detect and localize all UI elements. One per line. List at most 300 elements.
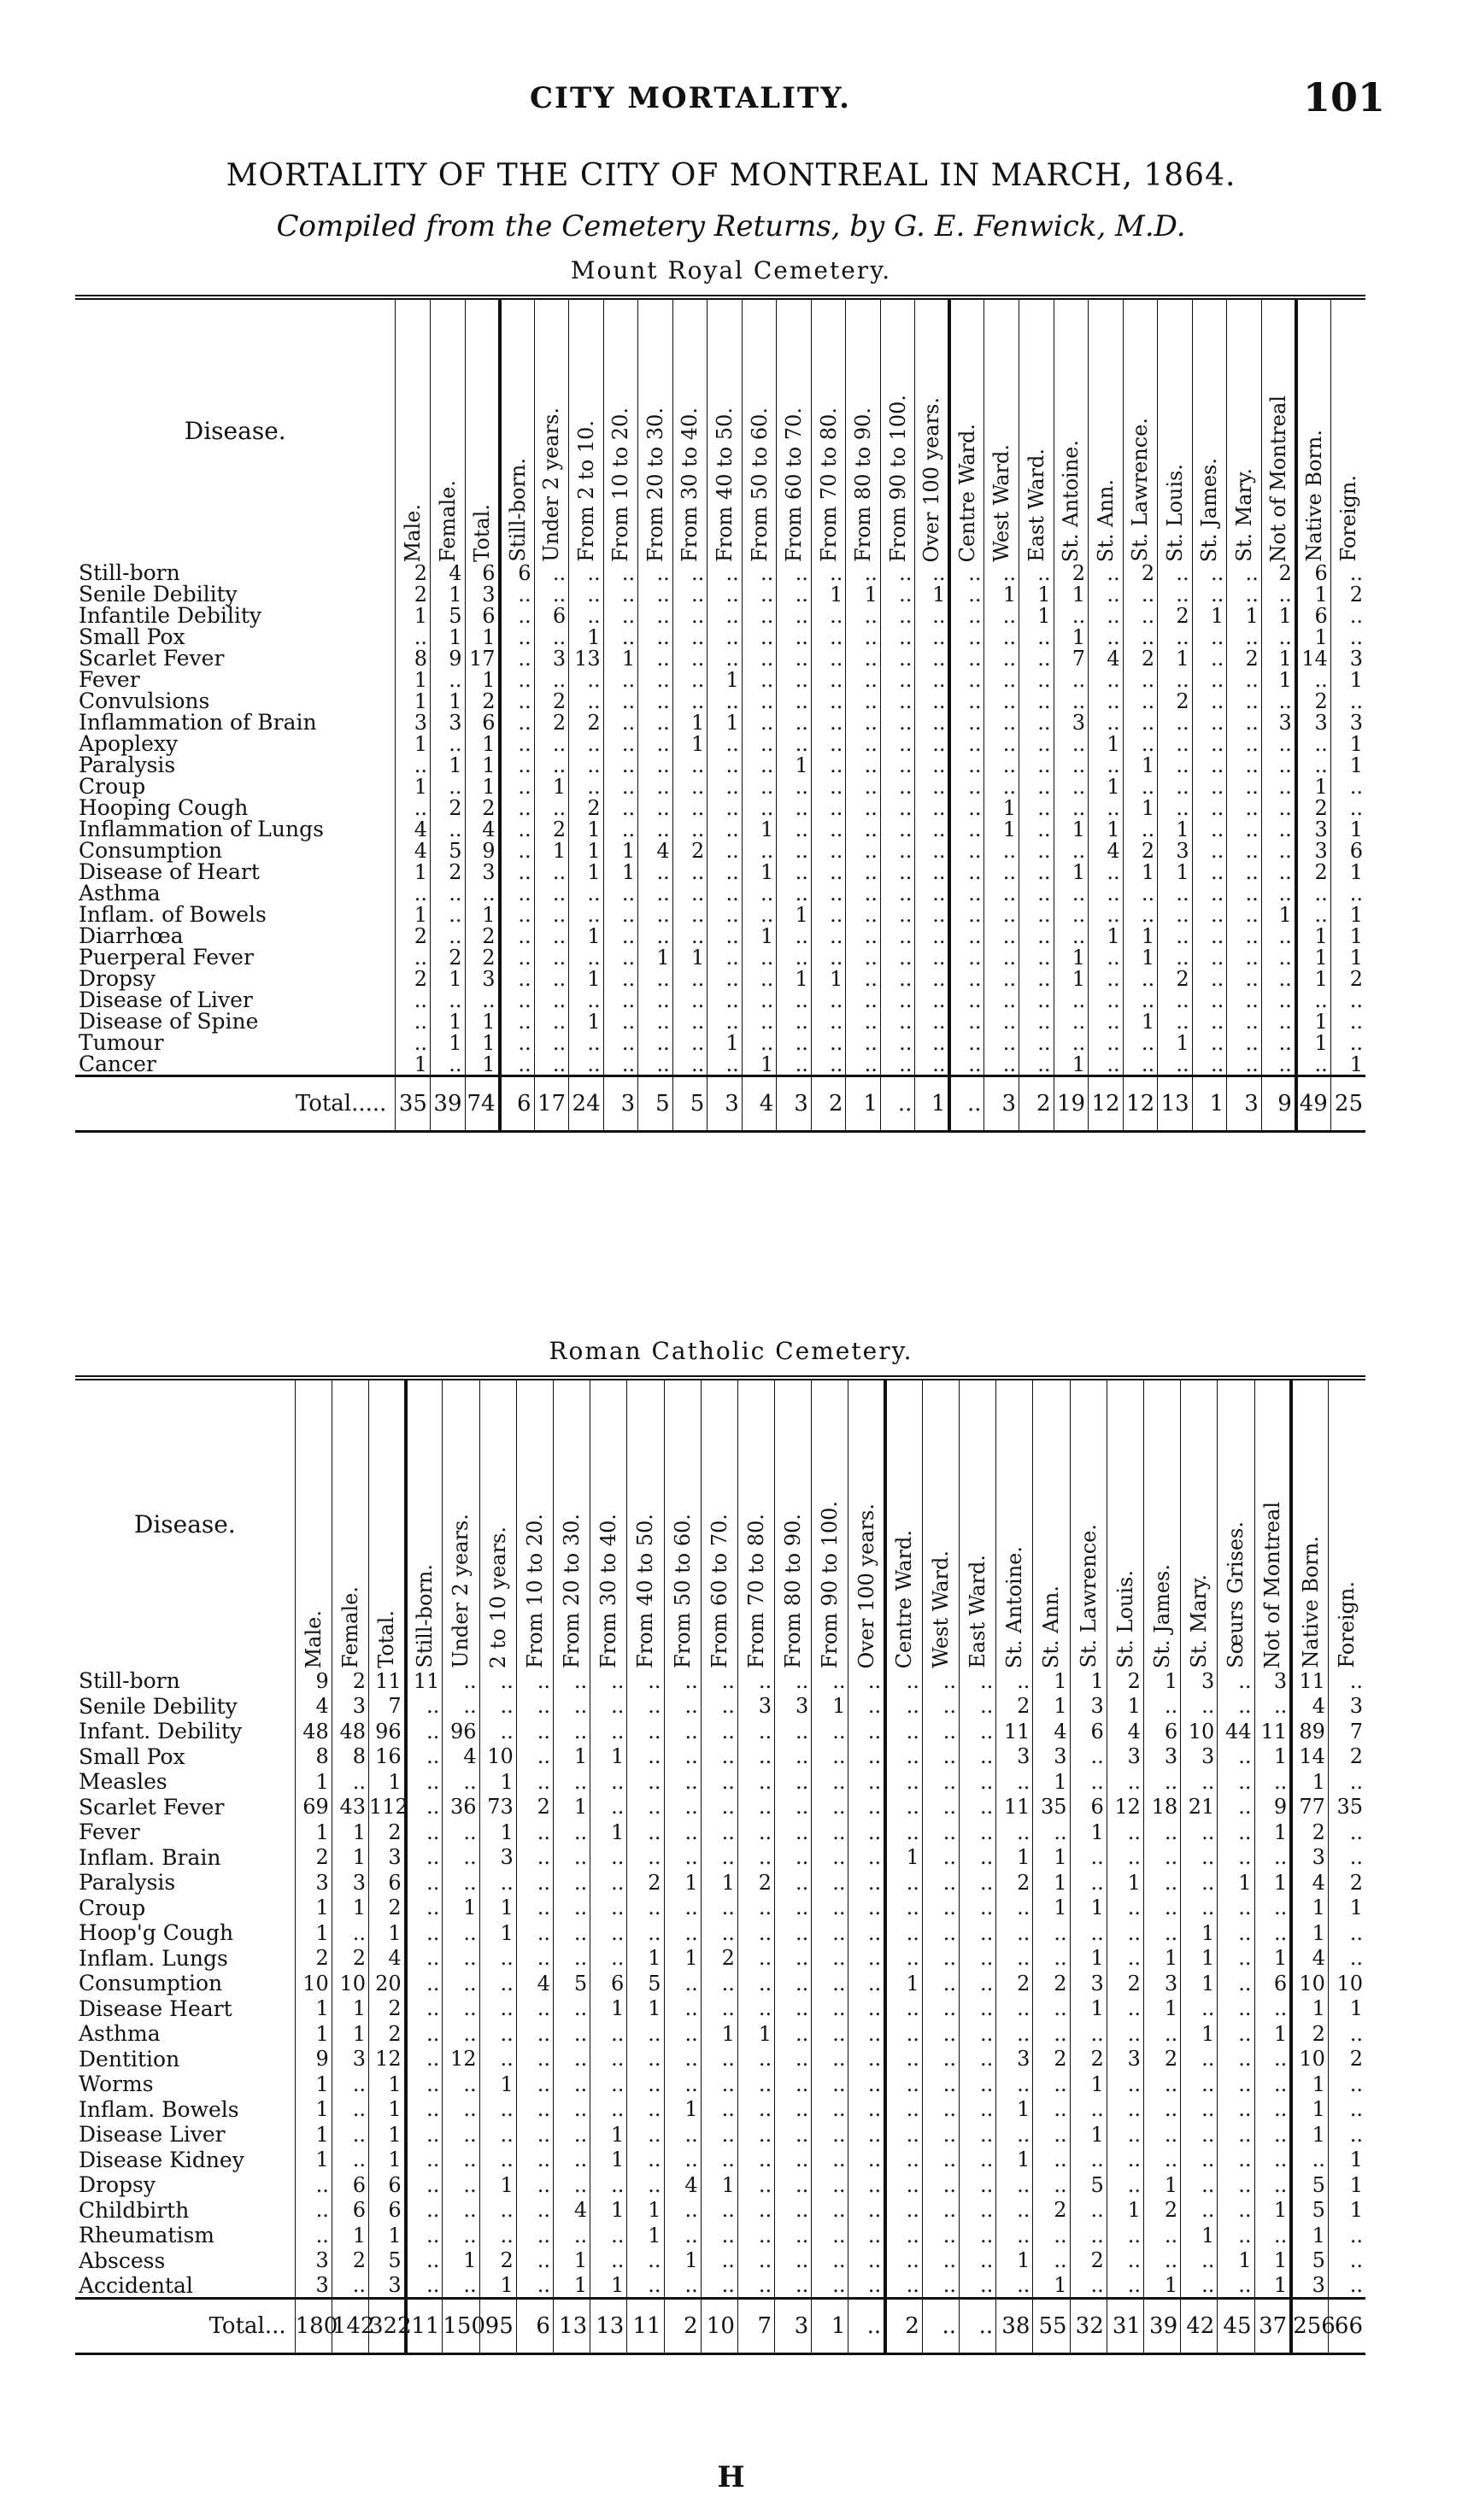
table-cell: 1 bbox=[553, 1744, 590, 1770]
table-cell: .. bbox=[664, 1769, 701, 1795]
table-cell: 2 bbox=[396, 925, 431, 946]
table-cell: .. bbox=[516, 2172, 553, 2198]
table-cell: .. bbox=[846, 840, 881, 861]
mount-royal-heading: Mount Royal Cemetery. bbox=[570, 256, 892, 284]
page-number: 101 bbox=[1303, 74, 1386, 120]
table-cell: 1 bbox=[1123, 754, 1158, 776]
column-header-label: From 50 to 60. bbox=[747, 407, 772, 562]
table-cell: .. bbox=[812, 2248, 848, 2274]
table-cell: .. bbox=[777, 776, 812, 797]
table-row bbox=[75, 2047, 1365, 2072]
table-cell: .. bbox=[812, 1971, 848, 1996]
table-cell: .. bbox=[1192, 818, 1227, 840]
total-cell: 2 bbox=[1019, 1076, 1054, 1132]
table-cell: .. bbox=[775, 1769, 812, 1795]
table-cell: 1 bbox=[1123, 861, 1158, 882]
table-cell: 1 bbox=[1328, 2198, 1365, 2224]
table-cell: .. bbox=[708, 583, 743, 605]
table-cell: .. bbox=[569, 1032, 604, 1053]
table-cell: .. bbox=[811, 925, 846, 946]
table-cell: .. bbox=[500, 690, 535, 712]
table-cell: .. bbox=[848, 1996, 885, 2022]
table-cell: .. bbox=[960, 1769, 996, 1795]
table-cell: .. bbox=[848, 2072, 885, 2097]
table-cell: .. bbox=[627, 2047, 664, 2072]
table-cell: .. bbox=[534, 1011, 569, 1032]
table-cell: .. bbox=[737, 2148, 774, 2173]
table-cell: .. bbox=[1328, 2021, 1365, 2047]
table-cell: 2 bbox=[369, 1820, 406, 1845]
table-cell: .. bbox=[443, 1769, 479, 1795]
table-row bbox=[75, 562, 1365, 583]
table-cell: .. bbox=[479, 1870, 516, 1896]
total-cell: 19 bbox=[1054, 1076, 1089, 1132]
table-cell: 1 bbox=[1033, 1870, 1070, 1896]
table-cell: 8 bbox=[332, 1744, 368, 1770]
table-row bbox=[75, 1971, 1365, 1996]
table-cell: 1 bbox=[1254, 1870, 1291, 1896]
table-cell: 1 bbox=[1254, 2248, 1291, 2274]
table-cell: .. bbox=[1296, 754, 1331, 776]
table-cell: .. bbox=[701, 1920, 737, 1946]
table-cell: .. bbox=[811, 776, 846, 797]
table-cell: .. bbox=[708, 797, 743, 818]
table-cell: .. bbox=[848, 1820, 885, 1845]
table-cell: .. bbox=[406, 2097, 443, 2123]
column-header bbox=[811, 297, 846, 562]
table-cell: 1 bbox=[627, 2198, 664, 2224]
table-cell: .. bbox=[812, 1820, 848, 1845]
table-cell: .. bbox=[960, 2148, 996, 2173]
table-row bbox=[75, 1795, 1365, 1820]
table-cell: .. bbox=[880, 733, 915, 754]
table-cell: .. bbox=[1123, 733, 1158, 754]
table-cell: 1 bbox=[1143, 2172, 1180, 2198]
table-cell: .. bbox=[846, 562, 881, 583]
table-cell: .. bbox=[1143, 1694, 1180, 1720]
table-cell: .. bbox=[701, 1996, 737, 2022]
column-header-label: St. Antoine. bbox=[1059, 439, 1083, 562]
column-header-label: West Ward. bbox=[989, 444, 1014, 562]
table-cell: .. bbox=[1143, 2122, 1180, 2148]
column-header-label: St. James. bbox=[1150, 1563, 1175, 1668]
table-cell: 5 bbox=[553, 1971, 590, 1996]
column-header bbox=[812, 1378, 848, 1668]
table-cell: .. bbox=[534, 989, 569, 1011]
table-cell: 1 bbox=[811, 968, 846, 989]
table-cell: .. bbox=[1218, 2273, 1254, 2299]
table-cell: .. bbox=[664, 2021, 701, 2047]
column-header bbox=[1218, 1378, 1254, 1668]
table-cell: 6 bbox=[465, 605, 500, 626]
table-cell: 3 bbox=[396, 712, 431, 733]
table-cell: 1 bbox=[1296, 1011, 1331, 1032]
total-cell: 1 bbox=[915, 1076, 950, 1132]
table-cell: .. bbox=[915, 946, 950, 968]
table-cell: 2 bbox=[1328, 1744, 1365, 1770]
table-cell: .. bbox=[742, 968, 777, 989]
table-cell: .. bbox=[701, 1694, 737, 1720]
table-cell: .. bbox=[1019, 925, 1054, 946]
table-cell: .. bbox=[1227, 583, 1262, 605]
table-cell: 3 bbox=[332, 1694, 368, 1720]
table-cell: 1 bbox=[465, 626, 500, 648]
table-cell: 2 bbox=[1143, 2198, 1180, 2224]
column-header-label: From 70 to 80. bbox=[743, 1513, 768, 1668]
table-cell: .. bbox=[708, 754, 743, 776]
table-cell: .. bbox=[885, 1795, 922, 1820]
table-cell: .. bbox=[1218, 1920, 1254, 1946]
table-cell: .. bbox=[1033, 2097, 1070, 2123]
table-cell: .. bbox=[708, 989, 743, 1011]
table-cell: .. bbox=[1227, 1053, 1262, 1076]
table-cell: .. bbox=[775, 1870, 812, 1896]
table-cell: .. bbox=[846, 904, 881, 925]
table-cell: .. bbox=[880, 946, 915, 968]
table-cell: .. bbox=[1143, 2021, 1180, 2047]
column-header bbox=[603, 297, 638, 562]
table-cell: 1 bbox=[996, 2248, 1033, 2274]
table-cell: .. bbox=[553, 2172, 590, 2198]
table-cell: .. bbox=[885, 1668, 922, 1694]
table-cell: .. bbox=[638, 882, 673, 904]
table-cell: .. bbox=[1227, 626, 1262, 648]
table-cell: 1 bbox=[465, 1053, 500, 1076]
table-cell: .. bbox=[664, 2198, 701, 2224]
table-cell: .. bbox=[627, 2248, 664, 2274]
table-cell: .. bbox=[295, 2172, 332, 2198]
table-cell: .. bbox=[1227, 989, 1262, 1011]
disease-name: Infantile Debility bbox=[79, 603, 262, 628]
table-cell: .. bbox=[737, 1920, 774, 1946]
table-cell: 1 bbox=[396, 904, 431, 925]
disease-name: Puerperal Fever bbox=[79, 945, 254, 970]
table-cell: .. bbox=[777, 733, 812, 754]
table-cell: .. bbox=[627, 2097, 664, 2123]
table-cell: .. bbox=[1328, 2072, 1365, 2097]
table-cell: .. bbox=[516, 1845, 553, 1871]
total-cell: 11 bbox=[627, 2299, 664, 2354]
table-cell: .. bbox=[848, 1946, 885, 1972]
table-cell: 5 bbox=[1291, 2248, 1328, 2274]
column-header-label: West Ward. bbox=[928, 1550, 953, 1668]
table-cell: .. bbox=[553, 1769, 590, 1795]
disease-name: Abscess bbox=[79, 2247, 166, 2273]
table-cell: 1 bbox=[430, 968, 465, 989]
table-cell: .. bbox=[885, 2172, 922, 2198]
table-cell: .. bbox=[742, 690, 777, 712]
disease-name: Accidental bbox=[79, 2272, 193, 2298]
table-cell: 1 bbox=[1330, 754, 1365, 776]
disease-name: Disease of Liver bbox=[79, 987, 253, 1012]
table-cell: .. bbox=[1019, 1011, 1054, 1032]
table-cell: 1 bbox=[479, 1920, 516, 1946]
table-row bbox=[75, 1870, 1365, 1896]
table-cell: .. bbox=[1192, 1053, 1227, 1076]
table-cell: .. bbox=[638, 776, 673, 797]
table-cell: 1 bbox=[465, 1032, 500, 1053]
table-cell: 1 bbox=[701, 2021, 737, 2047]
table-cell: 1 bbox=[708, 669, 743, 690]
table-cell: 10 bbox=[1291, 1971, 1328, 1996]
table-cell: 1 bbox=[996, 2097, 1033, 2123]
table-cell: .. bbox=[811, 989, 846, 1011]
table-cell: 7 bbox=[369, 1694, 406, 1720]
table-cell: .. bbox=[1192, 669, 1227, 690]
table-cell: .. bbox=[590, 1845, 627, 1871]
table-cell: .. bbox=[984, 626, 1019, 648]
table-cell: .. bbox=[1158, 626, 1193, 648]
table-cell: 1 bbox=[295, 2122, 332, 2148]
table-row bbox=[75, 1769, 1365, 1795]
table-cell: .. bbox=[1181, 2248, 1218, 2274]
disease-name: Inflam. of Bowels bbox=[79, 902, 267, 927]
table-row bbox=[75, 626, 1365, 648]
table-cell: 1 bbox=[1033, 1769, 1070, 1795]
table-cell: .. bbox=[812, 1719, 848, 1744]
total-cell: 3 bbox=[775, 2299, 812, 2354]
table-cell: .. bbox=[1054, 989, 1089, 1011]
table-cell: .. bbox=[708, 1053, 743, 1076]
table-cell: .. bbox=[1019, 712, 1054, 733]
column-header bbox=[1143, 1378, 1180, 1668]
table-cell: .. bbox=[516, 1870, 553, 1896]
table-cell: 2 bbox=[369, 1996, 406, 2022]
table-cell: .. bbox=[603, 562, 638, 583]
table-cell: .. bbox=[1019, 669, 1054, 690]
table-cell: .. bbox=[811, 1032, 846, 1053]
table-cell: .. bbox=[1328, 2273, 1365, 2299]
table-cell: .. bbox=[672, 605, 708, 626]
table-cell: 1 bbox=[1033, 1896, 1070, 1921]
table-cell: .. bbox=[569, 776, 604, 797]
disease-column-header: Disease. bbox=[133, 1510, 236, 1538]
table-cell: .. bbox=[479, 2148, 516, 2173]
table-cell: .. bbox=[500, 818, 535, 840]
table-cell: .. bbox=[922, 2198, 959, 2224]
disease-name: Consumption bbox=[79, 838, 223, 863]
column-header-label: St. Ann. bbox=[1039, 1585, 1064, 1668]
table-cell: .. bbox=[1192, 562, 1227, 583]
table-cell: .. bbox=[737, 2273, 774, 2299]
disease-name: Tumour bbox=[79, 1030, 164, 1055]
table-cell: .. bbox=[1070, 2097, 1107, 2123]
table-cell: .. bbox=[1254, 2097, 1291, 2123]
table-cell: 6 bbox=[1330, 840, 1365, 861]
table-cell: .. bbox=[848, 2198, 885, 2224]
table-cell: .. bbox=[1107, 1896, 1143, 1921]
table-cell: .. bbox=[500, 882, 535, 904]
table-cell: .. bbox=[846, 1053, 881, 1076]
table-cell: .. bbox=[332, 2097, 368, 2123]
table-cell: .. bbox=[775, 2248, 812, 2274]
table-cell: 89 bbox=[1291, 1719, 1328, 1744]
table-cell: .. bbox=[742, 562, 777, 583]
table-cell: .. bbox=[1296, 733, 1331, 754]
table-cell: .. bbox=[664, 1845, 701, 1871]
table-cell: .. bbox=[777, 861, 812, 882]
table-cell: 2 bbox=[1328, 2047, 1365, 2072]
table-cell: .. bbox=[742, 989, 777, 1011]
table-cell: .. bbox=[1218, 1744, 1254, 1770]
total-cell: 3 bbox=[984, 1076, 1019, 1132]
column-header-label: Centre Ward. bbox=[892, 1529, 917, 1668]
column-header-label: Total. bbox=[374, 1610, 399, 1668]
table-cell: .. bbox=[775, 2047, 812, 2072]
table-cell: .. bbox=[846, 754, 881, 776]
table-cell: .. bbox=[1054, 733, 1089, 754]
table-cell: .. bbox=[534, 733, 569, 754]
table-cell: .. bbox=[922, 1820, 959, 1845]
table-cell: .. bbox=[1143, 1845, 1180, 1871]
table-cell: .. bbox=[516, 1694, 553, 1720]
table-cell: .. bbox=[1054, 690, 1089, 712]
table-cell: .. bbox=[708, 925, 743, 946]
column-header-label: St. Louis. bbox=[1113, 1570, 1137, 1668]
table-cell: 1 bbox=[1158, 648, 1193, 669]
table-cell: .. bbox=[534, 1053, 569, 1076]
table-cell: 7 bbox=[1328, 1719, 1365, 1744]
table-cell: .. bbox=[960, 2198, 996, 2224]
table-cell: .. bbox=[553, 1996, 590, 2022]
table-cell: 3 bbox=[996, 2047, 1033, 2072]
table-cell: .. bbox=[949, 583, 984, 605]
table-cell: .. bbox=[534, 754, 569, 776]
table-cell: .. bbox=[1227, 712, 1262, 733]
table-cell: .. bbox=[479, 1719, 516, 1744]
table-cell: .. bbox=[949, 904, 984, 925]
table-cell: .. bbox=[443, 2172, 479, 2198]
table-cell: .. bbox=[1254, 1896, 1291, 1921]
table-cell: .. bbox=[603, 690, 638, 712]
table-cell: .. bbox=[569, 690, 604, 712]
table-row bbox=[75, 1053, 1365, 1076]
table-cell: .. bbox=[1330, 605, 1365, 626]
table-row bbox=[75, 669, 1365, 690]
table-cell: .. bbox=[812, 1795, 848, 1820]
column-header-label: Still-born. bbox=[505, 458, 530, 562]
table-cell: .. bbox=[430, 776, 465, 797]
table-cell: 5 bbox=[1291, 2198, 1328, 2224]
table-cell: 2 bbox=[396, 583, 431, 605]
table-cell: .. bbox=[430, 669, 465, 690]
table-cell: .. bbox=[1328, 1668, 1365, 1694]
table-cell: .. bbox=[880, 818, 915, 840]
table-cell: .. bbox=[1218, 2021, 1254, 2047]
column-header bbox=[777, 297, 812, 562]
table-cell: 2 bbox=[1033, 2047, 1070, 2072]
table-cell: .. bbox=[664, 2223, 701, 2248]
table-cell: .. bbox=[1181, 1694, 1218, 1720]
table-cell: 11 bbox=[1254, 1719, 1291, 1744]
table-cell: .. bbox=[590, 1668, 627, 1694]
table-cell: .. bbox=[777, 690, 812, 712]
table-cell: .. bbox=[949, 818, 984, 840]
total-cell: 142 bbox=[332, 2299, 368, 2354]
table-cell: .. bbox=[406, 1996, 443, 2022]
table-cell: .. bbox=[949, 1032, 984, 1053]
disease-name: Dentition bbox=[79, 2046, 180, 2072]
table-cell: 1 bbox=[984, 583, 1019, 605]
table-cell: .. bbox=[1107, 2072, 1143, 2097]
table-cell: .. bbox=[960, 2047, 996, 2072]
table-cell: .. bbox=[590, 1946, 627, 1972]
table-cell: .. bbox=[1089, 583, 1124, 605]
disease-name: Inflam. Bowels bbox=[79, 2096, 239, 2122]
table-cell: .. bbox=[479, 2198, 516, 2224]
table-cell: .. bbox=[590, 2223, 627, 2248]
column-header-label: From 20 to 30. bbox=[643, 407, 667, 562]
table-cell: .. bbox=[1296, 669, 1331, 690]
table-cell: .. bbox=[708, 968, 743, 989]
table-cell: .. bbox=[1054, 1032, 1089, 1053]
table-cell: .. bbox=[590, 2021, 627, 2047]
table-cell: 3 bbox=[1070, 1971, 1107, 1996]
table-cell: .. bbox=[811, 754, 846, 776]
table-cell: .. bbox=[915, 562, 950, 583]
table-cell: .. bbox=[1070, 2273, 1107, 2299]
table-cell: .. bbox=[1181, 2097, 1218, 2123]
table-cell: .. bbox=[1019, 989, 1054, 1011]
table-cell: .. bbox=[534, 626, 569, 648]
table-cell: .. bbox=[1218, 2122, 1254, 2148]
table-cell: .. bbox=[553, 1820, 590, 1845]
table-cell: .. bbox=[848, 2273, 885, 2299]
table-cell: .. bbox=[638, 904, 673, 925]
table-cell: 2 bbox=[430, 861, 465, 882]
table-cell: .. bbox=[1227, 1032, 1262, 1053]
table-cell: .. bbox=[569, 754, 604, 776]
table-cell: .. bbox=[812, 2148, 848, 2173]
table-cell: .. bbox=[553, 2021, 590, 2047]
table-cell: .. bbox=[846, 818, 881, 840]
table-cell: .. bbox=[885, 2097, 922, 2123]
table-cell: .. bbox=[1261, 626, 1296, 648]
table-cell: .. bbox=[996, 1668, 1033, 1694]
table-cell: .. bbox=[1261, 583, 1296, 605]
table-cell: .. bbox=[1070, 2198, 1107, 2224]
table-cell: 2 bbox=[534, 690, 569, 712]
table-cell: 112 bbox=[369, 1795, 408, 1820]
table-cell: .. bbox=[915, 1032, 950, 1053]
table-cell: .. bbox=[960, 2122, 996, 2148]
table-cell: .. bbox=[534, 797, 569, 818]
table-cell: 3 bbox=[295, 2248, 332, 2274]
table-cell: .. bbox=[915, 1053, 950, 1076]
table-cell: .. bbox=[777, 562, 812, 583]
table-cell: .. bbox=[1192, 968, 1227, 989]
total-row bbox=[75, 2299, 1365, 2354]
table-cell: .. bbox=[603, 669, 638, 690]
total-cell: 322 bbox=[369, 2299, 406, 2354]
table-cell: .. bbox=[500, 776, 535, 797]
table-cell: .. bbox=[775, 1996, 812, 2022]
table-cell: .. bbox=[984, 840, 1019, 861]
table-cell: .. bbox=[1328, 2097, 1365, 2123]
column-header-label: From 20 to 30. bbox=[560, 1513, 584, 1668]
table-cell: .. bbox=[949, 946, 984, 968]
table-cell: .. bbox=[1070, 1769, 1107, 1795]
table-cell: .. bbox=[603, 776, 638, 797]
table-cell: 1 bbox=[1019, 605, 1054, 626]
table-cell: .. bbox=[1330, 562, 1365, 583]
table-cell: .. bbox=[960, 1820, 996, 1845]
table-cell: .. bbox=[1033, 1946, 1070, 1972]
table-cell: .. bbox=[1181, 1845, 1218, 1871]
table-cell: .. bbox=[960, 1744, 996, 1770]
table-cell: .. bbox=[406, 1719, 443, 1744]
table-cell: .. bbox=[742, 840, 777, 861]
